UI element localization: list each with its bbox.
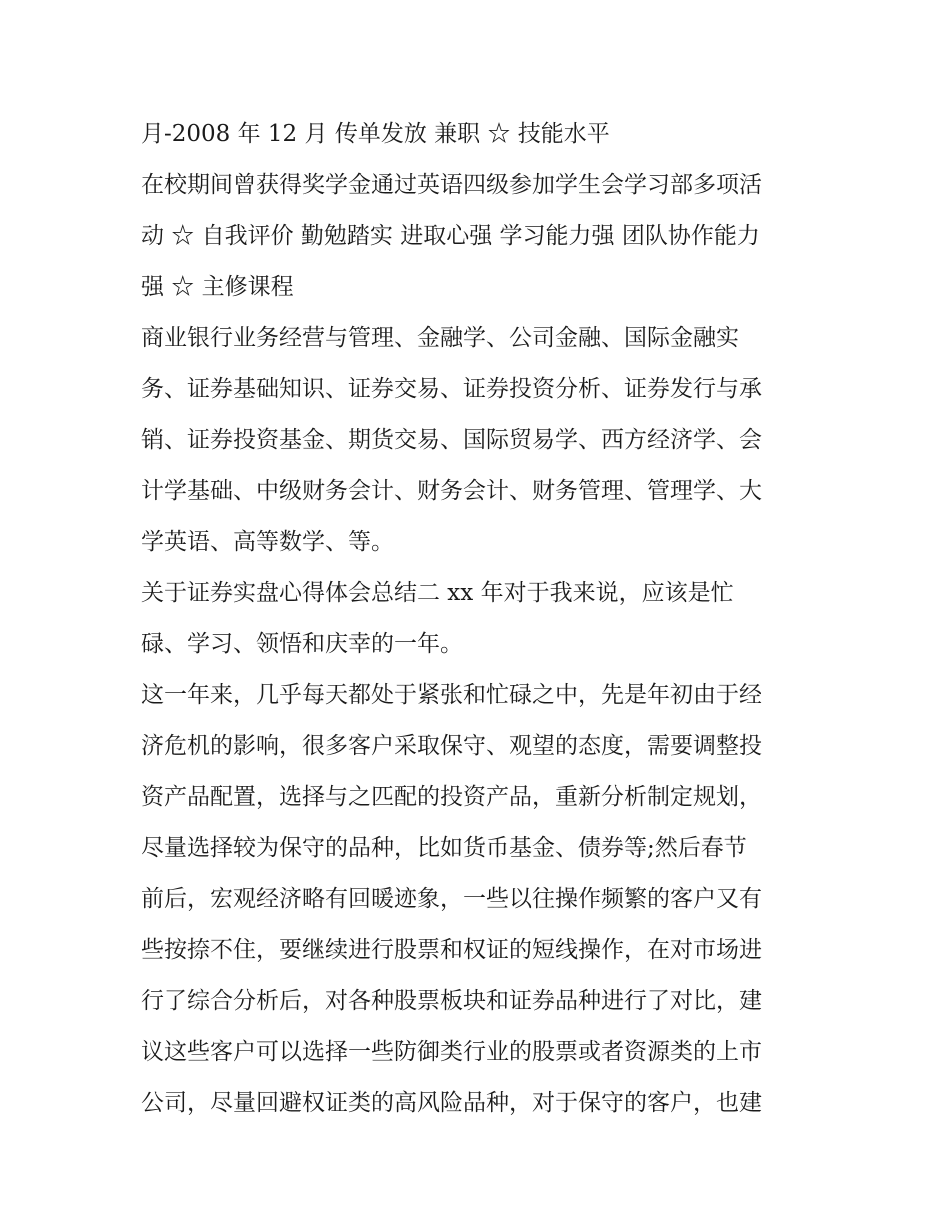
- text-line: 商业银行业务经营与管理、金融学、公司金融、国际金融实: [141, 325, 739, 351]
- text-line: 这一年来，几乎每天都处于紧张和忙碌之中，先是年初由于经: [141, 682, 762, 708]
- text-line: 些按捺不住，要继续进行股票和权证的短线操作，在对市场进: [141, 937, 762, 963]
- text-line: 公司，尽量回避权证类的高风险品种，对于保守的客户，也建: [141, 1090, 762, 1116]
- text-line: 务、证券基础知识、证券交易、证券投资分析、证券发行与承: [141, 376, 762, 402]
- text-line: 济危机的影响，很多客户采取保守、观望的态度，需要调整投: [141, 733, 762, 759]
- document-body: [141, 109, 821, 1129]
- text-line: 关于证券实盘心得体会总结二 xx 年对于我来说，应该是忙: [141, 580, 734, 606]
- text-line: 前后，宏观经济略有回暖迹象，一些以往操作频繁的客户又有: [141, 886, 762, 912]
- text-line: 销、证券投资基金、期货交易、国际贸易学、西方经济学、会: [141, 427, 762, 453]
- text-line: 碌、学习、领悟和庆幸的一年。: [141, 631, 463, 657]
- text-line: 尽量选择较为保守的品种，比如货币基金、债券等;然后春节: [141, 835, 747, 861]
- text-line: 月-2008 年 12 月 传单发放 兼职 ☆ 技能水平: [141, 121, 610, 147]
- text-line: 在校期间曾获得奖学金通过英语四级参加学生会学习部多项活: [141, 172, 762, 198]
- text-line: 动 ☆ 自我评价 勤勉踏实 进取心强 学习能力强 团队协作能力: [141, 223, 760, 249]
- text-line: 学英语、高等数学、等。: [141, 529, 394, 555]
- text-line: 行了综合分析后，对各种股票板块和证券品种进行了对比，建: [141, 988, 762, 1014]
- text-line: 计学基础、中级财务会计、财务会计、财务管理、管理学、大: [141, 478, 762, 504]
- text-line: 议这些客户可以选择一些防御类行业的股票或者资源类的上市: [141, 1039, 762, 1065]
- text-line: 强 ☆ 主修课程: [141, 274, 294, 300]
- text-line: 资产品配置，选择与之匹配的投资产品，重新分析制定规划，: [141, 784, 762, 810]
